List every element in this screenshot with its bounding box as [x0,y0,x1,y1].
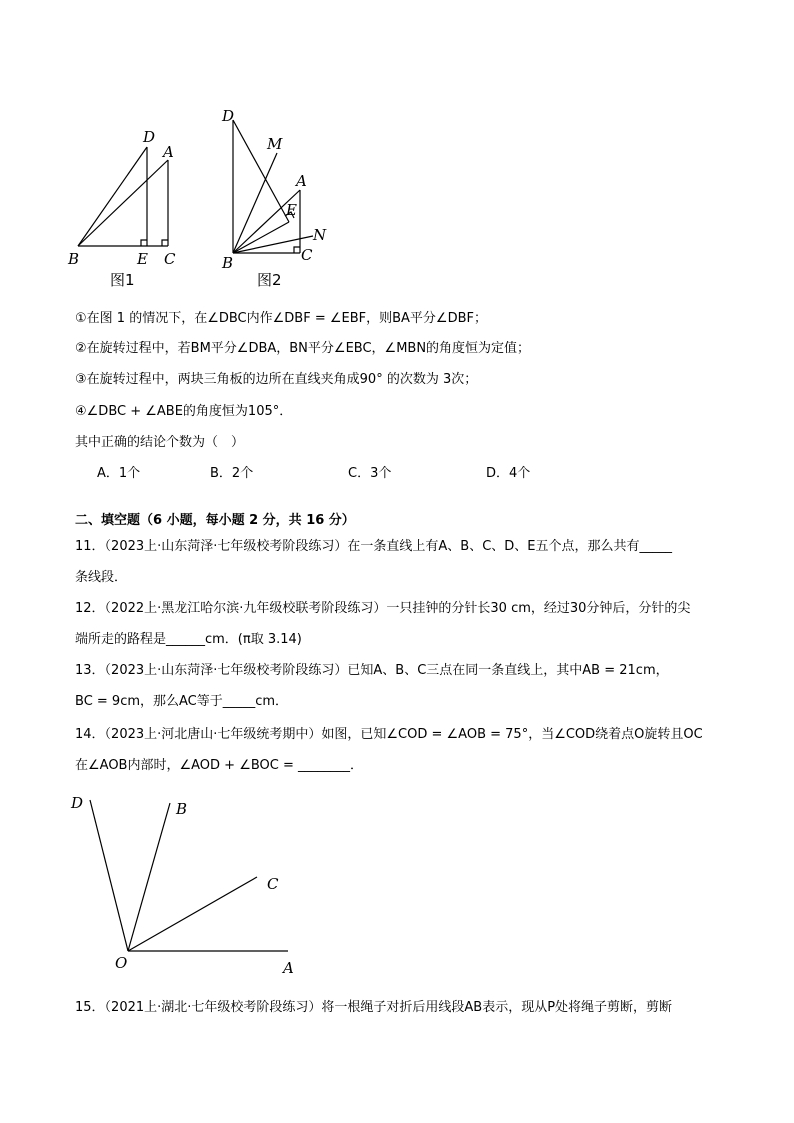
fig2-line-BM [233,153,277,253]
fig1-right-angle-E [141,240,147,246]
fig2-label-D: D [222,107,235,125]
q11-line-1: 11．（2023上·山东菏泽·七年级校考阶段练习）在一条直线上有A、B、C、D、E五个点，那么共有_____ [75,539,673,554]
question-text: 其中正确的结论个数为（ ） [75,435,245,450]
fig3-label-D: D [71,794,84,812]
fig1-label-B: B [68,250,80,268]
fig1-label-A: A [163,143,174,161]
ray-OB [128,803,170,951]
fig1-label-E: E [137,250,148,268]
fig2-label-C: C [301,246,313,264]
option-d: D．4个 [486,466,531,481]
fig2-line-BA [233,190,300,253]
fig2-label-E: E [286,201,297,219]
option-c: C．3个 [348,466,392,481]
statement-1: ①在图 1 的情况下，在∠DBC内作∠DBF = ∠EBF，则BA平分∠DBF； [75,311,487,326]
statement-4: ④∠DBC + ∠ABE的角度恒为105°． [75,404,293,419]
statement-3: ③在旋转过程中，两块三角板的边所在直线夹角成90° 的次数为 3次； [75,372,478,387]
q15-line-1: 15．（2021上·湖北·七年级校考阶段练习）将一根绳子对折后用线段AB表示，现从P处将绳子剪断，剪断 [75,1000,673,1015]
fig3-label-A: A [283,959,294,977]
q12-line-2: 端所走的路程是______cm．(π取 3.14) [75,632,302,647]
fig1-label-C: C [164,250,176,268]
angle-figure [60,790,310,980]
fig2-label-M: M [267,135,283,153]
q12-line-1: 12．（2022上·黑龙江哈尔滨·九年级校联考阶段练习）一只挂钟的分针长30 cm，经过30分钟后，分针的尖 [75,601,691,616]
fig2-label-B: B [222,254,234,272]
fig2-label-N: N [313,226,327,244]
fig2-right-angle-C [294,247,300,253]
q13-line-2: BC = 9cm，那么AC等于_____cm． [75,694,289,709]
fig2-label-A: A [296,172,307,190]
fig1-line-BD [78,147,147,246]
fig2-caption: 图2 [257,271,282,289]
triangle-figures [60,100,350,295]
ray-OD [90,800,128,951]
ray-OC [128,877,257,951]
fig1-caption: 图1 [110,271,135,289]
section-title: 二、填空题（6 小题，每小题 2 分，共 16 分） [75,513,355,528]
option-b: B．2个 [210,466,254,481]
fig1-label-D: D [143,128,156,146]
fig3-label-O: O [115,954,128,972]
option-a: A．1个 [97,466,141,481]
fig3-label-C: C [267,875,279,893]
statement-2: ②在旋转过程中，若BM平分∠DBA，BN平分∠EBC，∠MBN的角度恒为定值； [75,341,531,356]
fig1-right-angle-C [162,240,168,246]
q11-line-2: 条线段． [75,570,128,585]
q13-line-1: 13．（2023上·山东菏泽·七年级校考阶段练习）已知A、B、C三点在同一条直线上，其中AB = 21cm， [75,663,669,678]
fig1-line-BA [78,160,168,246]
q14-line-1: 14．（2023上·河北唐山·七年级统考期中）如图，已知∠COD = ∠AOB = 75°，当∠COD绕着点O旋转且OC [75,727,703,742]
q14-line-2: 在∠AOB内部时，∠AOD + ∠BOC = ________． [75,758,363,773]
fig3-label-B: B [176,800,188,818]
